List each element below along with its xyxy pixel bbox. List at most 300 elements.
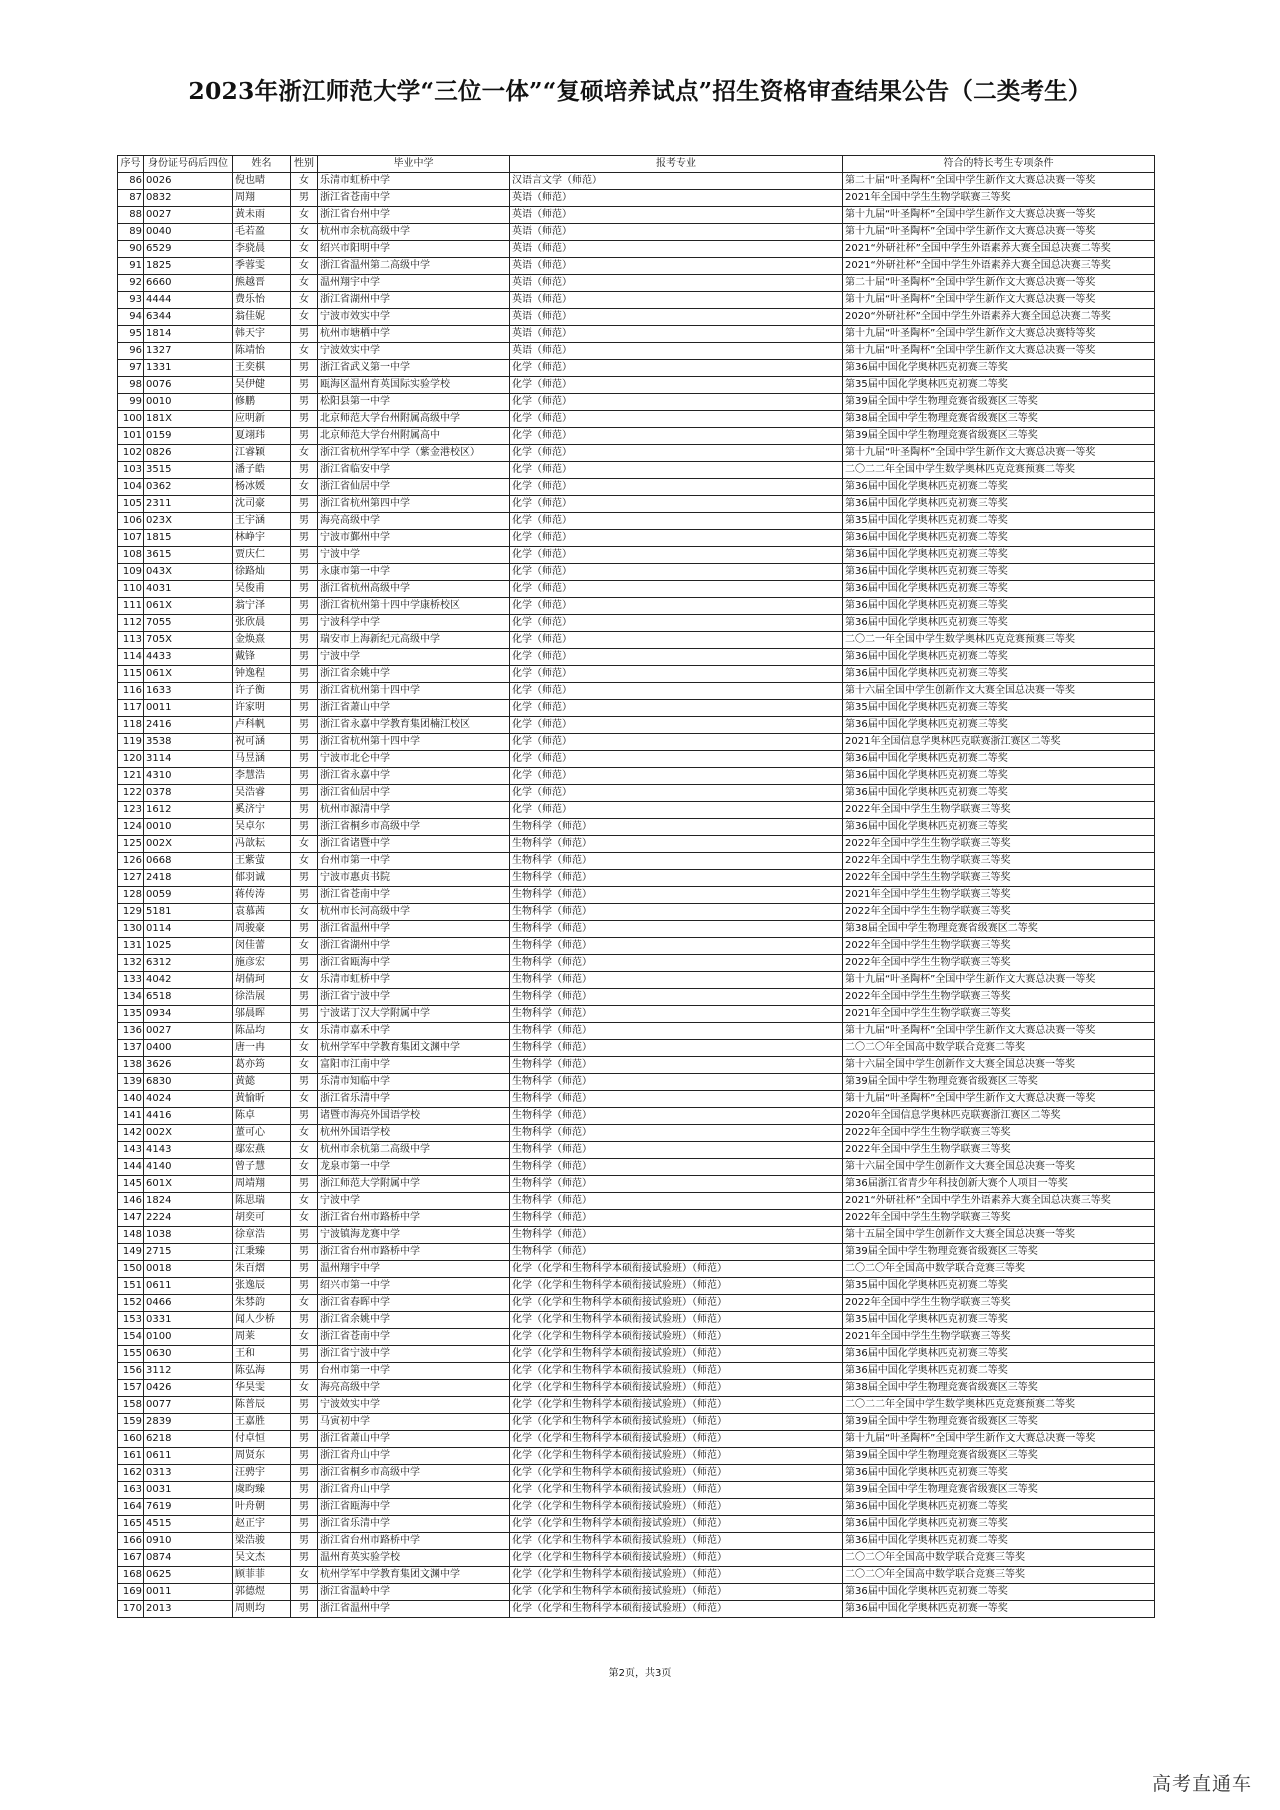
cell-id: 181X (144, 411, 233, 428)
cell-name: 许子衡 (233, 683, 291, 700)
cell-name: 沈司豪 (233, 496, 291, 513)
cell-major: 化学（化学和生物科学本硕衔接试验班）（师范） (510, 1465, 843, 1482)
cell-school: 海亮高级中学 (318, 513, 510, 530)
cell-no: 133 (118, 972, 144, 989)
cell-school: 宁波中学 (318, 1193, 510, 1210)
cell-no: 105 (118, 496, 144, 513)
cell-name: 王嘉胜 (233, 1414, 291, 1431)
cell-id: 1825 (144, 258, 233, 275)
cell-id: 0031 (144, 1482, 233, 1499)
cell-id: 4444 (144, 292, 233, 309)
table-row (118, 1533, 1155, 1550)
cell-school: 浙江省台州市路桥中学 (318, 1244, 510, 1261)
cell-no: 90 (118, 241, 144, 258)
cell-name: 徐浩展 (233, 989, 291, 1006)
cell-id: 4031 (144, 581, 233, 598)
cell-condition: 二〇二二年全国中学生数学奥林匹克竞赛预赛二等奖 (843, 1397, 1155, 1414)
cell-name: 金焕熹 (233, 632, 291, 649)
cell-major: 化学（师范） (510, 530, 843, 547)
cell-no: 129 (118, 904, 144, 921)
cell-sex: 女 (291, 904, 318, 921)
cell-sex: 男 (291, 1176, 318, 1193)
cell-id: 5181 (144, 904, 233, 921)
cell-no: 167 (118, 1550, 144, 1567)
cell-id: 4140 (144, 1159, 233, 1176)
cell-id: 1815 (144, 530, 233, 547)
cell-sex: 男 (291, 1414, 318, 1431)
cell-id: 002X (144, 836, 233, 853)
cell-id: 0668 (144, 853, 233, 870)
cell-major: 生物科学（师范） (510, 1244, 843, 1261)
cell-no: 159 (118, 1414, 144, 1431)
table-row (118, 343, 1155, 360)
cell-no: 109 (118, 564, 144, 581)
table-row (118, 1278, 1155, 1295)
cell-id: 4515 (144, 1516, 233, 1533)
cell-name: 朱棼韵 (233, 1295, 291, 1312)
cell-name: 陈品均 (233, 1023, 291, 1040)
table-row (118, 360, 1155, 377)
cell-school: 宁波市效实中学 (318, 309, 510, 326)
cell-sex: 男 (291, 1074, 318, 1091)
table-row (118, 1465, 1155, 1482)
cell-major: 生物科学（师范） (510, 904, 843, 921)
cell-major: 化学（师范） (510, 462, 843, 479)
cell-no: 153 (118, 1312, 144, 1329)
cell-major: 化学（师范） (510, 717, 843, 734)
cell-condition: 第39届全国中学生物理竞赛省级赛区三等奖 (843, 1448, 1155, 1465)
cell-name: 郁羽诚 (233, 870, 291, 887)
cell-school: 瑞安市上海新纪元高级中学 (318, 632, 510, 649)
cell-major: 化学（师范） (510, 411, 843, 428)
cell-sex: 女 (291, 258, 318, 275)
cell-school: 台州市第一中学 (318, 1363, 510, 1380)
cell-condition: 第36届中国化学奥林匹克初赛二等奖 (843, 768, 1155, 785)
cell-id: 6830 (144, 1074, 233, 1091)
cell-school: 宁波效实中学 (318, 1397, 510, 1414)
cell-name: 王宇涵 (233, 513, 291, 530)
cell-condition: 第36届中国化学奥林匹克初赛三等奖 (843, 1346, 1155, 1363)
cell-school: 浙江省苍南中学 (318, 1329, 510, 1346)
cell-condition: 第36届浙江省青少年科技创新大赛个人项目一等奖 (843, 1176, 1155, 1193)
table-row (118, 751, 1155, 768)
cell-school: 浙江省宁波中学 (318, 1346, 510, 1363)
cell-school: 宁波市惠贞书院 (318, 870, 510, 887)
cell-no: 150 (118, 1261, 144, 1278)
page-number: 第2页，共3页 (608, 1668, 672, 1679)
cell-no: 146 (118, 1193, 144, 1210)
cell-name: 张欣晨 (233, 615, 291, 632)
cell-no: 148 (118, 1227, 144, 1244)
cell-school: 浙江省瓯海中学 (318, 1499, 510, 1516)
cell-condition: 2022年全国中学生生物学联赛三等奖 (843, 1210, 1155, 1227)
cell-school: 松阳县第一中学 (318, 394, 510, 411)
cell-major: 化学（师范） (510, 547, 843, 564)
cell-id: 0026 (144, 173, 233, 190)
cell-condition: 第十九届“叶圣陶杯”全国中学生新作文大赛总决赛一等奖 (843, 1091, 1155, 1108)
table-row (118, 479, 1155, 496)
cell-id: 4024 (144, 1091, 233, 1108)
cell-condition: 第36届中国化学奥林匹克初赛二等奖 (843, 530, 1155, 547)
cell-id: 0010 (144, 394, 233, 411)
cell-sex: 男 (291, 1261, 318, 1278)
cell-sex: 女 (291, 207, 318, 224)
cell-name: 叶舟朝 (233, 1499, 291, 1516)
cell-no: 125 (118, 836, 144, 853)
cell-condition: 第35届中国化学奥林匹克初赛三等奖 (843, 700, 1155, 717)
cell-school: 浙江省宁波中学 (318, 989, 510, 1006)
cell-condition: 2021年全国中学生生物学联赛三等奖 (843, 1329, 1155, 1346)
cell-name: 周骏豪 (233, 921, 291, 938)
cell-name: 熊越晋 (233, 275, 291, 292)
table-row (118, 564, 1155, 581)
cell-school: 温州翔宇中学 (318, 275, 510, 292)
cell-major: 生物科学（师范） (510, 955, 843, 972)
cell-sex: 女 (291, 1210, 318, 1227)
cell-school: 浙江省诸暨中学 (318, 836, 510, 853)
cell-no: 87 (118, 190, 144, 207)
cell-sex: 女 (291, 1159, 318, 1176)
cell-major: 生物科学（师范） (510, 1006, 843, 1023)
cell-sex: 女 (291, 173, 318, 190)
cell-condition: 二〇二一年全国中学生数学奥林匹克竞赛预赛三等奖 (843, 632, 1155, 649)
cell-sex: 男 (291, 1448, 318, 1465)
cell-sex: 男 (291, 1278, 318, 1295)
table-row (118, 1312, 1155, 1329)
cell-id: 2013 (144, 1601, 233, 1618)
cell-name: 应明新 (233, 411, 291, 428)
cell-sex: 男 (291, 683, 318, 700)
table-row (118, 173, 1155, 190)
cell-school: 温州育英实验学校 (318, 1550, 510, 1567)
cell-condition: 二〇二〇年全国高中数学联合竞赛三等奖 (843, 1550, 1155, 1567)
cell-id: 0400 (144, 1040, 233, 1057)
table-row (118, 870, 1155, 887)
cell-condition: 2021年全国信息学奥林匹克联赛浙江赛区二等奖 (843, 734, 1155, 751)
cell-id: 0011 (144, 1584, 233, 1601)
cell-name: 陈弘海 (233, 1363, 291, 1380)
table-row (118, 700, 1155, 717)
table-row (118, 1193, 1155, 1210)
cell-condition: 第十九届“叶圣陶杯”全国中学生新作文大赛总决赛一等奖 (843, 343, 1155, 360)
cell-condition: 第十九届“叶圣陶杯”全国中学生新作文大赛总决赛一等奖 (843, 224, 1155, 241)
table-row (118, 1431, 1155, 1448)
cell-major: 化学（师范） (510, 802, 843, 819)
cell-school: 宁波诺丁汉大学附属中学 (318, 1006, 510, 1023)
cell-major: 生物科学（师范） (510, 1227, 843, 1244)
cell-condition: 第39届全国中学生物理竞赛省级赛区三等奖 (843, 1414, 1155, 1431)
cell-major: 生物科学（师范） (510, 1108, 843, 1125)
cell-sex: 男 (291, 1244, 318, 1261)
cell-sex: 男 (291, 870, 318, 887)
cell-id: 4416 (144, 1108, 233, 1125)
cell-major: 生物科学（师范） (510, 1023, 843, 1040)
cell-condition: 第36届中国化学奥林匹克初赛二等奖 (843, 649, 1155, 666)
cell-school: 马寅初中学 (318, 1414, 510, 1431)
cell-no: 95 (118, 326, 144, 343)
table-row (118, 462, 1155, 479)
cell-no: 108 (118, 547, 144, 564)
cell-id: 2418 (144, 870, 233, 887)
cell-id: 0611 (144, 1278, 233, 1295)
cell-sex: 男 (291, 1533, 318, 1550)
cell-name: 吴卓尔 (233, 819, 291, 836)
cell-name: 杨冰媛 (233, 479, 291, 496)
table-row (118, 428, 1155, 445)
cell-sex: 男 (291, 717, 318, 734)
cell-id: 0040 (144, 224, 233, 241)
cell-major: 生物科学（师范） (510, 887, 843, 904)
cell-no: 117 (118, 700, 144, 717)
cell-major: 化学（化学和生物科学本硕衔接试验班）（师范） (510, 1414, 843, 1431)
table-row (118, 275, 1155, 292)
cell-no: 128 (118, 887, 144, 904)
cell-condition: 第35届中国化学奥林匹克初赛三等奖 (843, 1312, 1155, 1329)
cell-name: 徐路灿 (233, 564, 291, 581)
cell-id: 0011 (144, 700, 233, 717)
cell-name: 周则均 (233, 1601, 291, 1618)
cell-sex: 男 (291, 496, 318, 513)
cell-school: 浙江省桐乡市高级中学 (318, 819, 510, 836)
cell-name: 施彦宏 (233, 955, 291, 972)
cell-name: 贾庆仁 (233, 547, 291, 564)
cell-name: 郭德煜 (233, 1584, 291, 1601)
cell-id: 0114 (144, 921, 233, 938)
cell-sex: 男 (291, 1550, 318, 1567)
cell-school: 浙江省仙居中学 (318, 785, 510, 802)
cell-condition: 2022年全国中学生生物学联赛三等奖 (843, 853, 1155, 870)
cell-sex: 男 (291, 1499, 318, 1516)
table-row (118, 955, 1155, 972)
cell-name: 翁佳妮 (233, 309, 291, 326)
header-id: 身份证号码后四位 (144, 156, 233, 173)
table-row (118, 1397, 1155, 1414)
cell-school: 宁波效实中学 (318, 343, 510, 360)
cell-sex: 男 (291, 734, 318, 751)
table-row (118, 581, 1155, 598)
cell-sex: 男 (291, 615, 318, 632)
table-row (118, 1023, 1155, 1040)
cell-id: 6518 (144, 989, 233, 1006)
cell-name: 卢科帆 (233, 717, 291, 734)
cell-condition: 二〇二〇年全国高中数学联合竞赛三等奖 (843, 1567, 1155, 1584)
cell-id: 0100 (144, 1329, 233, 1346)
cell-name: 潘子皓 (233, 462, 291, 479)
cell-condition: 2022年全国中学生生物学联赛三等奖 (843, 989, 1155, 1006)
cell-no: 160 (118, 1431, 144, 1448)
cell-major: 化学（化学和生物科学本硕衔接试验班）（师范） (510, 1346, 843, 1363)
cell-major: 生物科学（师范） (510, 1057, 843, 1074)
cell-no: 139 (118, 1074, 144, 1091)
cell-sex: 女 (291, 1125, 318, 1142)
cell-school: 浙江省永嘉中学 (318, 768, 510, 785)
cell-school: 宁波市北仑中学 (318, 751, 510, 768)
cell-sex: 男 (291, 1363, 318, 1380)
table-row (118, 734, 1155, 751)
cell-id: 0059 (144, 887, 233, 904)
cell-id: 0910 (144, 1533, 233, 1550)
cell-name: 王紫萤 (233, 853, 291, 870)
cell-school: 浙江省春晖中学 (318, 1295, 510, 1312)
cell-major: 化学（师范） (510, 768, 843, 785)
cell-name: 周莱 (233, 1329, 291, 1346)
cell-name: 林峥宇 (233, 530, 291, 547)
cell-sex: 男 (291, 411, 318, 428)
cell-no: 118 (118, 717, 144, 734)
cell-id: 0362 (144, 479, 233, 496)
table-row (118, 1482, 1155, 1499)
cell-sex: 男 (291, 360, 318, 377)
cell-no: 104 (118, 479, 144, 496)
table-row (118, 1006, 1155, 1023)
cell-no: 99 (118, 394, 144, 411)
cell-school: 杭州市塘栖中学 (318, 326, 510, 343)
cell-id: 0076 (144, 377, 233, 394)
cell-major: 化学（师范） (510, 683, 843, 700)
cell-name: 汪骋宇 (233, 1465, 291, 1482)
cell-sex: 女 (291, 972, 318, 989)
cell-major: 化学（化学和生物科学本硕衔接试验班）（师范） (510, 1261, 843, 1278)
cell-major: 化学（师范） (510, 666, 843, 683)
cell-no: 152 (118, 1295, 144, 1312)
cell-condition: 第二十届“叶圣陶杯”全国中学生新作文大赛总决赛一等奖 (843, 173, 1155, 190)
table-row (118, 377, 1155, 394)
cell-no: 94 (118, 309, 144, 326)
cell-no: 122 (118, 785, 144, 802)
cell-condition: 第36届中国化学奥林匹克初赛二等奖 (843, 785, 1155, 802)
header-no: 序号 (118, 156, 144, 173)
cell-major: 生物科学（师范） (510, 853, 843, 870)
cell-no: 86 (118, 173, 144, 190)
table-row (118, 972, 1155, 989)
cell-sex: 女 (291, 1193, 318, 1210)
cell-major: 化学（师范） (510, 564, 843, 581)
cell-condition: 第十六届全国中学生创新作文大赛全国总决赛一等奖 (843, 1159, 1155, 1176)
cell-school: 宁波市鄞州中学 (318, 530, 510, 547)
cell-condition: 第十九届“叶圣陶杯”全国中学生新作文大赛总决赛特等奖 (843, 326, 1155, 343)
cell-name: 邬晨晖 (233, 1006, 291, 1023)
cell-no: 113 (118, 632, 144, 649)
cell-school: 浙江省杭州第四中学 (318, 496, 510, 513)
cell-no: 134 (118, 989, 144, 1006)
cell-no: 137 (118, 1040, 144, 1057)
cell-id: 061X (144, 666, 233, 683)
cell-major: 化学（师范） (510, 428, 843, 445)
cell-name: 吴文杰 (233, 1550, 291, 1567)
cell-no: 101 (118, 428, 144, 445)
cell-school: 浙江省舟山中学 (318, 1448, 510, 1465)
cell-condition: 第二十届“叶圣陶杯”全国中学生新作文大赛总决赛一等奖 (843, 275, 1155, 292)
cell-no: 136 (118, 1023, 144, 1040)
cell-name: 毛若盈 (233, 224, 291, 241)
cell-school: 浙江省杭州高级中学 (318, 581, 510, 598)
cell-id: 0313 (144, 1465, 233, 1482)
cell-name: 季蓉雯 (233, 258, 291, 275)
cell-no: 96 (118, 343, 144, 360)
cell-name: 翁宁泽 (233, 598, 291, 615)
cell-condition: 第十六届全国中学生创新作文大赛全国总决赛一等奖 (843, 683, 1155, 700)
cell-name: 华昊雯 (233, 1380, 291, 1397)
cell-name: 修鹏 (233, 394, 291, 411)
cell-id: 2839 (144, 1414, 233, 1431)
cell-sex: 男 (291, 955, 318, 972)
cell-school: 瓯海区温州育英国际实验学校 (318, 377, 510, 394)
cell-sex: 女 (291, 1329, 318, 1346)
cell-condition: 2021“外研社杯”全国中学生外语素养大赛全国总决赛三等奖 (843, 1193, 1155, 1210)
table-row (118, 496, 1155, 513)
table-row (118, 1074, 1155, 1091)
cell-no: 93 (118, 292, 144, 309)
cell-major: 化学（师范） (510, 445, 843, 462)
table-row (118, 819, 1155, 836)
cell-name: 吴浩睿 (233, 785, 291, 802)
cell-school: 浙江省余姚中学 (318, 1312, 510, 1329)
table-row (118, 1363, 1155, 1380)
cell-major: 化学（师范） (510, 598, 843, 615)
cell-no: 123 (118, 802, 144, 819)
cell-sex: 男 (291, 819, 318, 836)
cell-condition: 第十九届“叶圣陶杯”全国中学生新作文大赛总决赛一等奖 (843, 445, 1155, 462)
cell-sex: 男 (291, 751, 318, 768)
cell-sex: 女 (291, 1023, 318, 1040)
cell-condition: 第36届中国化学奥林匹克初赛二等奖 (843, 751, 1155, 768)
cell-sex: 男 (291, 513, 318, 530)
table-row (118, 530, 1155, 547)
cell-id: 3615 (144, 547, 233, 564)
cell-school: 浙江省杭州第十四中学康桥校区 (318, 598, 510, 615)
cell-major: 化学（师范） (510, 377, 843, 394)
cell-school: 浙江省温州中学 (318, 1601, 510, 1618)
cell-major: 生物科学（师范） (510, 972, 843, 989)
cell-sex: 男 (291, 989, 318, 1006)
table-row (118, 768, 1155, 785)
cell-id: 3515 (144, 462, 233, 479)
cell-name: 倪也晴 (233, 173, 291, 190)
cell-major: 生物科学（师范） (510, 938, 843, 955)
cell-condition: 2022年全国中学生生物学联赛三等奖 (843, 1295, 1155, 1312)
cell-sex: 男 (291, 1601, 318, 1618)
cell-no: 102 (118, 445, 144, 462)
cell-condition: 第十九届“叶圣陶杯”全国中学生新作文大赛总决赛一等奖 (843, 972, 1155, 989)
cell-sex: 男 (291, 1227, 318, 1244)
cell-condition: 第35届中国化学奥林匹克初赛二等奖 (843, 513, 1155, 530)
cell-name: 张逸辰 (233, 1278, 291, 1295)
table-row (118, 445, 1155, 462)
cell-name: 王奕棋 (233, 360, 291, 377)
cell-condition: 2022年全国中学生生物学联赛三等奖 (843, 870, 1155, 887)
cell-id: 4143 (144, 1142, 233, 1159)
table-header-row (118, 156, 1155, 173)
cell-major: 化学（化学和生物科学本硕衔接试验班）（师范） (510, 1448, 843, 1465)
cell-name: 钟逸程 (233, 666, 291, 683)
cell-major: 化学（师范） (510, 479, 843, 496)
table-row (118, 632, 1155, 649)
cell-condition: 第36届中国化学奥林匹克初赛二等奖 (843, 1584, 1155, 1601)
cell-name: 蒋传涛 (233, 887, 291, 904)
cell-major: 英语（师范） (510, 224, 843, 241)
cell-sex: 男 (291, 190, 318, 207)
cell-sex: 男 (291, 377, 318, 394)
cell-school: 浙江省萧山中学 (318, 1431, 510, 1448)
cell-major: 化学（师范） (510, 700, 843, 717)
cell-name: 闵佳蕾 (233, 938, 291, 955)
cell-sex: 男 (291, 598, 318, 615)
table-row (118, 921, 1155, 938)
cell-id: 6529 (144, 241, 233, 258)
cell-major: 化学（化学和生物科学本硕衔接试验班）（师范） (510, 1601, 843, 1618)
cell-condition: 第36届中国化学奥林匹克初赛二等奖 (843, 1533, 1155, 1550)
cell-name: 王和 (233, 1346, 291, 1363)
